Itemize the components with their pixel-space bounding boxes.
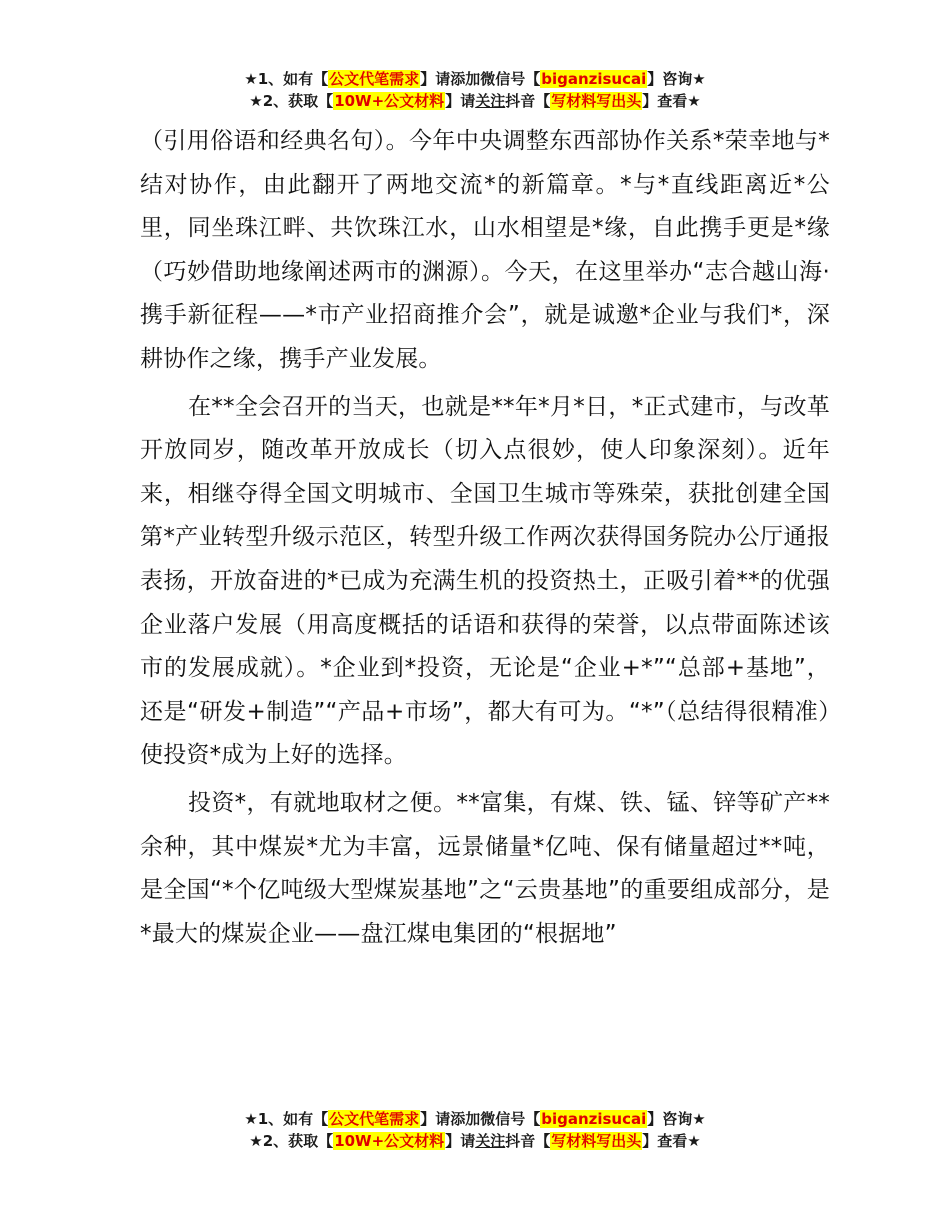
banner-line-1-suffix: 】咨询★ [647,70,706,88]
footer-line-2 [0,1130,950,1152]
footer-line-2-middle-b: 抖音【 [505,1132,551,1150]
document-body [140,120,830,956]
footer-highlight-wechat-id: biganzisucai [541,1110,647,1128]
footer-line-1-prefix: ★1、如有【 [244,1110,329,1128]
banner-line-1 [0,68,950,90]
footer-line-2-middle-a: 】请 [445,1132,476,1150]
banner-line-2 [0,90,950,112]
banner-line-1-prefix: ★1、如有【 [244,70,329,88]
banner-line-2-suffix: 】查看★ [642,92,701,110]
banner-follow-text: 关注 [475,92,506,110]
paragraph-2: 在**全会召开的当天，也就是**年*月*日，*正式建市，与改革开放同岁，随改革开放成长（切入点很妙，使人印象深刻）。近年来，相继夺得全国文明城市、全国卫生城市等殊荣，获批创建全国第*产业转型升级示范区，转型升级工作两次获得国务院办公厅通报表扬，开放奋进的*已成为充满生机的投资热土，正吸引着**的优强企业落户发展（用高度概括的话语和获得的荣誉，以点带面陈述该市的发展成就）。*企业到*投资，无论是“企业+*”“总部+基地”，还是“研发+制造”“产品+市场”，都大有可为。“*”（总结得很精准）使投资*成为上好的选择。 [140,393,830,769]
footer-banner [0,1108,950,1152]
footer-line-2-prefix: ★2、获取【 [249,1132,334,1150]
footer-highlight-service: 公文代笔需求 [329,1110,420,1128]
footer-line-1-middle: 】请添加微信号【 [420,1110,541,1128]
banner-line-2-middle-b: 抖音【 [505,92,551,110]
footer-line-1-suffix: 】咨询★ [647,1110,706,1128]
paragraph-3: 投资*，有就地取材之便。**富集，有煤、铁、锰、锌等矿产**余种，其中煤炭*尤为丰富，远景储量*亿吨、保有储量超过**吨，是全国“*个亿吨级大型煤炭基地”之“云贵基地”的重要组成部分，是*最大的煤炭企业——盘江煤电集团的“根据地” [140,789,830,947]
banner-line-2-middle-a: 】请 [445,92,476,110]
banner-highlight-wechat-id: biganzisucai [541,70,647,88]
paragraph-1: （引用俗语和经典名句）。今年中央调整东西部协作关系*荣幸地与*结对协作，由此翻开了两地交流*的新篇章。*与*直线距离近*公里，同坐珠江畔、共饮珠江水，山水相望是*缘，自此携手更是*缘（巧妙借助地缘阐述两市的渊源）。今天，在这里举办“志合越山海·携手新征程——*市产业招商推介会”，就是诚邀*企业与我们*，深耕协作之缘，携手产业发展。 [140,128,830,372]
banner-highlight-materials: 10W+公文材料 [334,92,445,110]
footer-line-1 [0,1108,950,1130]
footer-line-2-suffix: 】查看★ [642,1132,701,1150]
banner-highlight-service: 公文代笔需求 [329,70,420,88]
banner-highlight-account: 写材料写出头 [551,92,642,110]
footer-highlight-materials: 10W+公文材料 [334,1132,445,1150]
banner-line-2-prefix: ★2、获取【 [249,92,334,110]
header-banner [0,68,950,112]
footer-highlight-account: 写材料写出头 [551,1132,642,1150]
footer-follow-text: 关注 [475,1132,506,1150]
banner-line-1-middle: 】请添加微信号【 [420,70,541,88]
